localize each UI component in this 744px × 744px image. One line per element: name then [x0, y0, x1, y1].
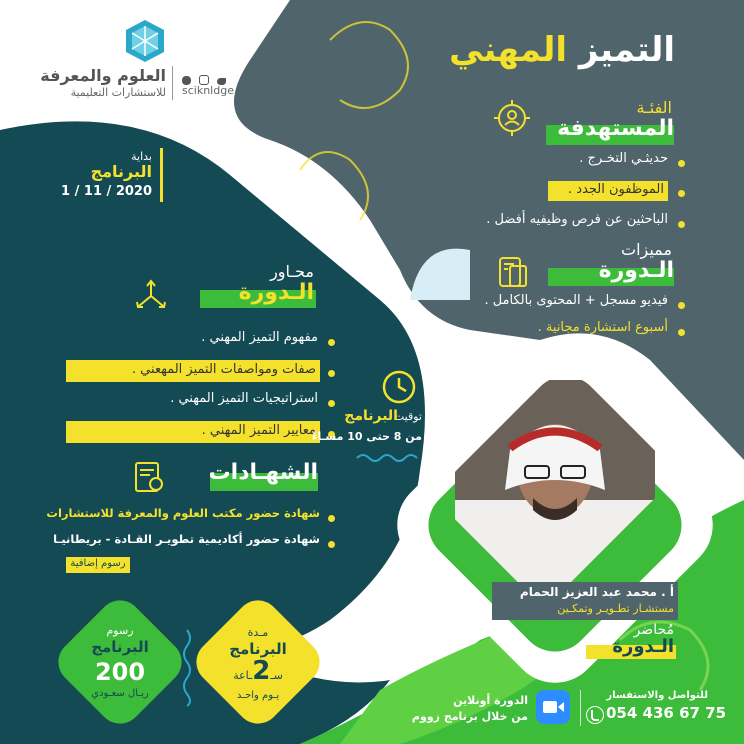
axes-item-4: معايير التميز المهني .: [201, 423, 316, 438]
duration-unit-left: سـ: [270, 669, 283, 682]
features-icon: [496, 256, 530, 290]
instructor-photo: [455, 380, 655, 590]
fees-small: رسوم: [106, 624, 134, 637]
brand-name: العلوم والمعرفة: [40, 66, 166, 85]
wave-separator: [180, 628, 194, 708]
zoom-icon: [536, 690, 570, 724]
brand-subtitle: للاستشارات التعليمية: [70, 86, 166, 99]
start-title: البرنامج: [90, 162, 152, 181]
certificate-icon: [132, 460, 168, 496]
start-label: بداية: [131, 150, 152, 163]
audience-small-title: الفئـة: [636, 98, 672, 117]
duration-value: [198, 656, 318, 686]
audience-bullet-3: [678, 221, 685, 228]
axes-item-3: استراتيجيات التميز المهني .: [170, 391, 318, 406]
timing-value: من 8 حتى 10 مسـاءً: [311, 430, 422, 443]
duration-small: مـدة: [247, 626, 269, 639]
axes-icon: [134, 278, 168, 310]
certificates-title: الشهـادات: [208, 460, 318, 485]
certificates-bullet-1: [328, 515, 335, 522]
title-part1: التميز: [578, 30, 675, 70]
phone-icon: [586, 706, 604, 724]
instructor-role: مستشـار تطـويـر وتمكـين: [557, 602, 674, 615]
instructor-label-big: الـدورة: [612, 636, 674, 657]
extra-fee-text: رسوم إضافية: [70, 558, 126, 569]
features-bullet-2: [678, 329, 685, 336]
axes-bullet-1: [328, 339, 335, 346]
contact-phone[interactable]: 054 436 67 75: [606, 704, 727, 722]
title-part2: المهني: [449, 30, 568, 70]
contact-label: للتواصل والاستفسار: [606, 690, 708, 701]
audience-item-3: الباحثين عن فرص وظيفيه أفضل .: [486, 212, 668, 227]
axes-bullet-3: [328, 400, 335, 407]
start-date: 2020 / 11 / 1: [61, 184, 152, 199]
brand-divider: [172, 66, 173, 100]
main-title: [420, 30, 675, 70]
audience-big-title: المستهدفة: [557, 116, 674, 141]
certificates-bullet-2: [328, 541, 335, 548]
fees-amount: 200: [94, 658, 146, 686]
axes-item-2: صفات ومواصفات التميز المهعني .: [131, 362, 316, 377]
certificates-item-1: شهادة حضور مكتب العلوم والمعرفة للاستشارات: [46, 506, 320, 520]
wave-deco: [355, 452, 421, 464]
start-divider: [160, 148, 163, 202]
target-audience-icon: [492, 98, 532, 138]
audience-bullet-2: [678, 190, 685, 197]
features-bullet-1: [678, 302, 685, 309]
features-item-2: أسبوع استشارة مجانية .: [537, 320, 668, 335]
online-line1: الدورة أونلاين: [453, 694, 528, 707]
axes-small-title: محـاور: [270, 262, 314, 281]
audience-bullet-1: [678, 160, 685, 167]
timing-title: البرنامج: [344, 408, 398, 424]
axes-item-1: مفهوم التميز المهني .: [201, 330, 318, 345]
contact-divider: [580, 690, 581, 726]
brand-handle: sciknldge: [182, 84, 234, 97]
duration-unit-right: ـاعة: [233, 669, 253, 682]
axes-bullet-2: [328, 370, 335, 377]
clock-icon: [380, 368, 418, 406]
features-small-title: مميزات: [621, 240, 672, 259]
audience-item-2: الموظفون الجدد .: [568, 182, 664, 197]
audience-item-1: حديثـي التخـرج .: [579, 151, 668, 166]
axes-big-title: الـدورة: [238, 280, 314, 305]
instructor-name: أ . محمد عبد العزيز الحمام: [519, 585, 674, 599]
brand-logo-icon: [124, 18, 166, 64]
online-line2: من خلال برنامج زووم: [411, 710, 528, 723]
timing-label: توقيت: [393, 410, 422, 423]
fees-currency: ريـال سعـودي: [91, 688, 149, 699]
instructor-label-small: مُحاضر: [633, 622, 674, 638]
duration-per: يـوم واحـد: [236, 690, 280, 701]
duration-number: 2: [252, 656, 271, 686]
features-item-1: فيديو مسجل + المحتوى بالكامل .: [484, 293, 668, 308]
duration-title: البرنامج: [229, 640, 287, 658]
fees-title: البرنامج: [91, 638, 149, 656]
certificates-item-2: شهادة حضور أكاديمية تطويـر القـادة - بريطانيـا: [53, 532, 320, 546]
features-big-title: الـدورة: [598, 258, 674, 283]
